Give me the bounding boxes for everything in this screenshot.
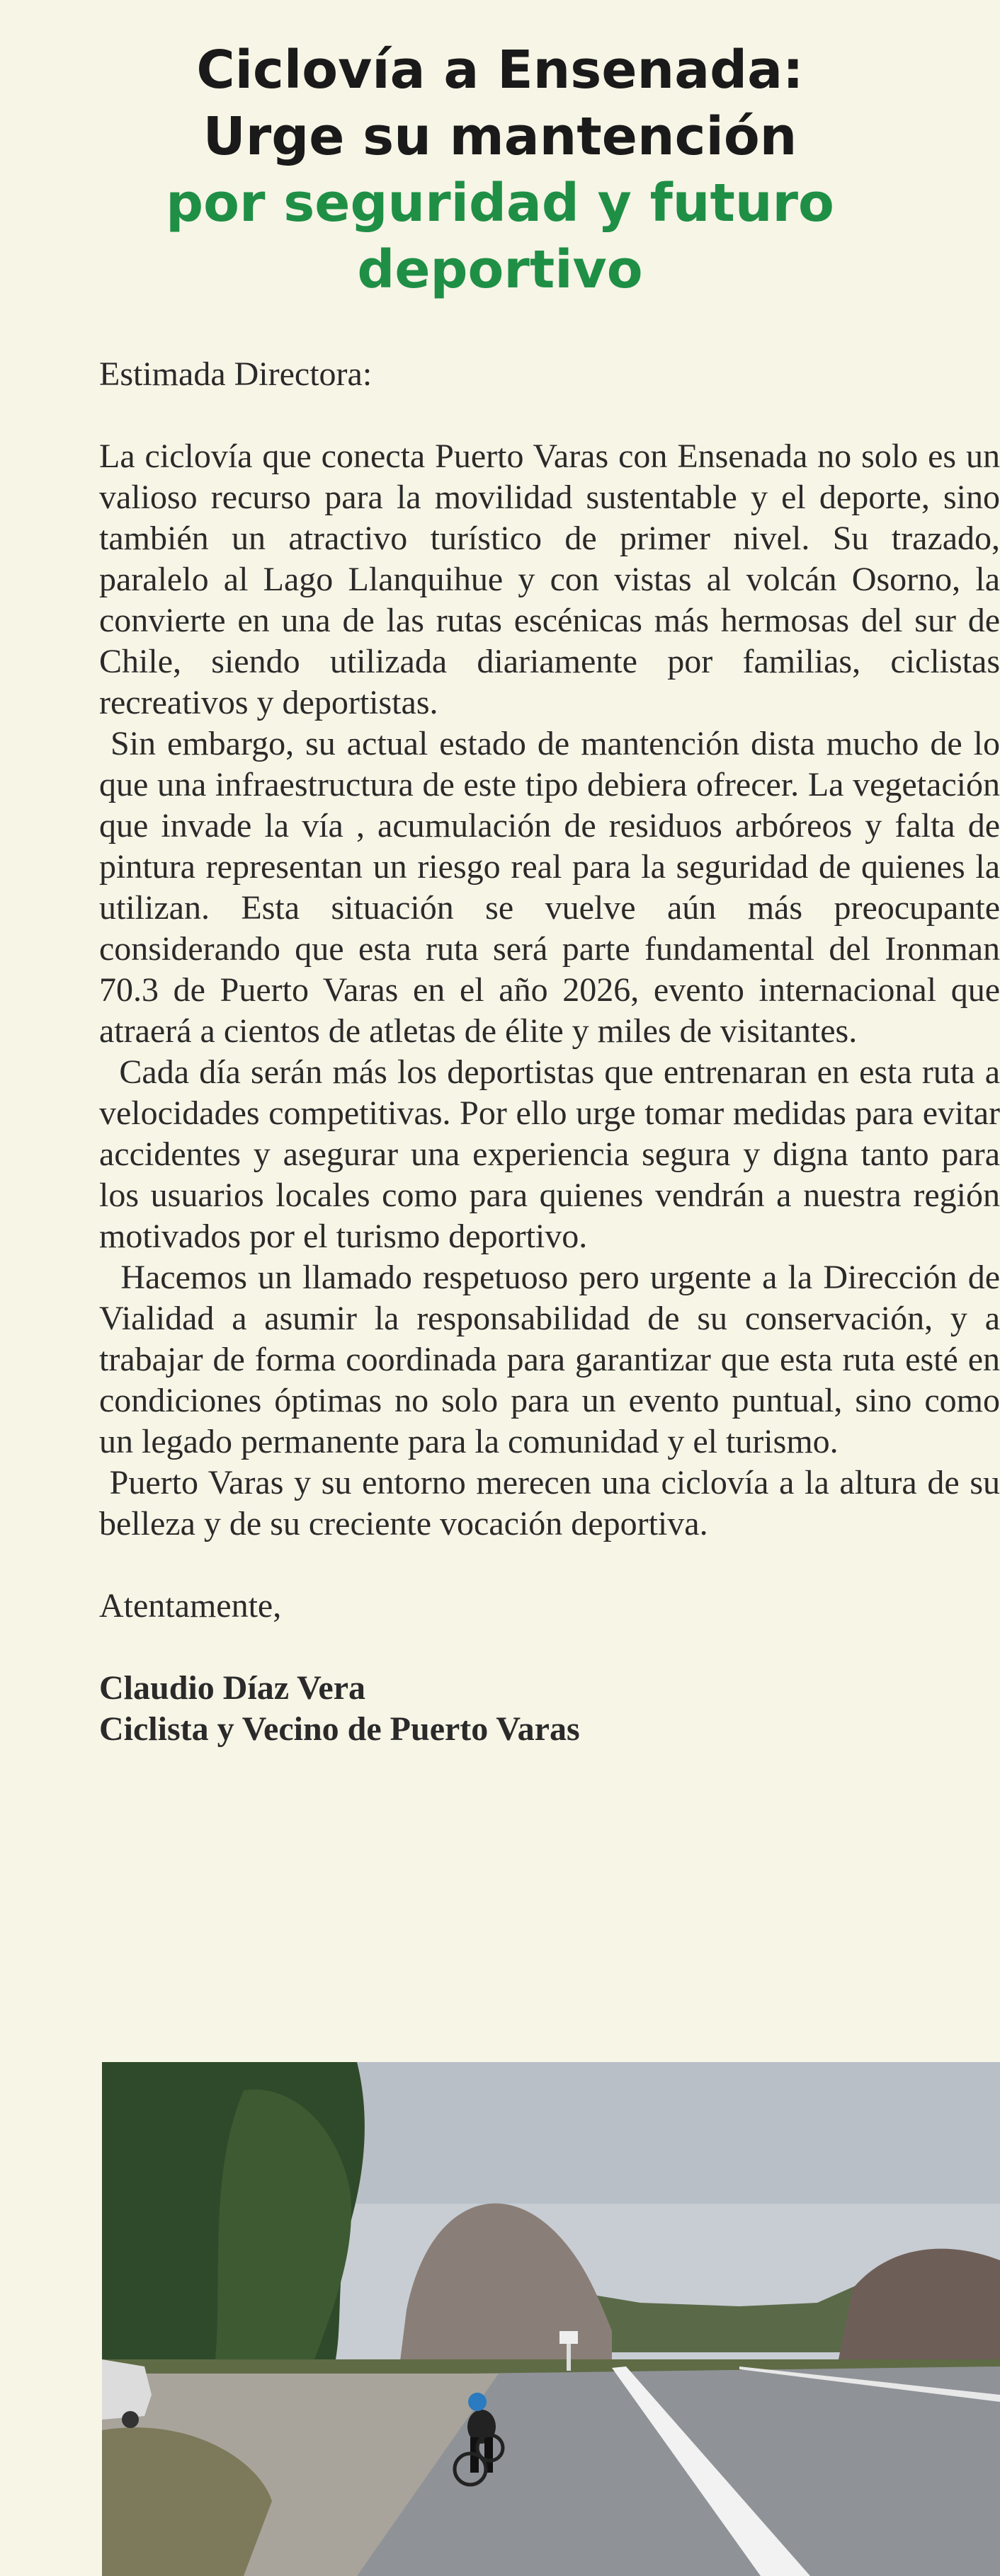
spacer	[99, 1545, 1000, 1586]
paragraph-2: Sin embargo, su actual estado de mantención dista mucho de lo que una infraestructura de este tipo debiera ofrecer. La vegetación que invade la vía , acumulación de residuos arbóreos y falta de pintura representan un riesgo real para la seguridad de quienes la utilizan. Esta situación se vuelve aún más preocupante considerando que esta ruta será parte fundamental del Ironman 70.3 de Puerto Varas en el año 2026, evento internacional que atraerá a cientos de atletas de élite y miles de visitantes.	[99, 725, 1000, 1050]
subtitle-line-2: deportivo	[357, 239, 643, 300]
paragraph-3: Cada día serán más los deportistas que entrenaran en esta ruta a velocidades competitivas. Por ello urge tomar medidas para evitar accidentes y asegurar una experiencia segura y digna tanto para los usuarios locales como para quienes vendrán a nuestra región motivados por el turismo deportivo.	[99, 1053, 1000, 1255]
cyclist-road-photo	[102, 2062, 1000, 2576]
signature-name: Claudio Díaz Vera	[99, 1669, 366, 1707]
signature-title: Ciclista y Vecino de Puerto Varas	[99, 1710, 580, 1748]
title-line-2: Urge su mantención	[203, 106, 797, 167]
salutation: Estimada Directora:	[99, 355, 373, 393]
subtitle-line-1: por seguridad y futuro	[166, 173, 834, 234]
article-title	[0, 0, 1000, 303]
paragraph-4: Hacemos un llamado respetuoso pero urgente a la Dirección de Vialidad a asumir la responsabilidad de su conservación, y a trabajar de forma coordinada para garantizar que esta ruta esté en condiciones óptimas no solo para un evento puntual, sino como un legado permanente para la comunidad y el turismo.	[99, 1259, 1000, 1460]
paragraph-5: Puerto Varas y su entorno merecen una ciclovía a la altura de su belleza y de su creciente vocación deportiva.	[99, 1464, 1000, 1542]
closing: Atentamente,	[99, 1587, 282, 1625]
spacer	[99, 1627, 1000, 1668]
paragraph-1: La ciclovía que conecta Puerto Varas con Ensenada no solo es un valioso recurso para la movilidad sustentable y el deporte, sino también un atractivo turístico de primer nivel. Su trazado, paralelo al Lago Llanquihue y con vistas al volcán Osorno, la convierte en una de las rutas escénicas más hermosas del sur de Chile, siendo utilizada diariamente por familias, ciclistas recreativos y deportistas.	[99, 437, 1000, 721]
title-line-1: Ciclovía a Ensenada:	[196, 40, 804, 101]
letter-body	[99, 354, 1000, 1750]
